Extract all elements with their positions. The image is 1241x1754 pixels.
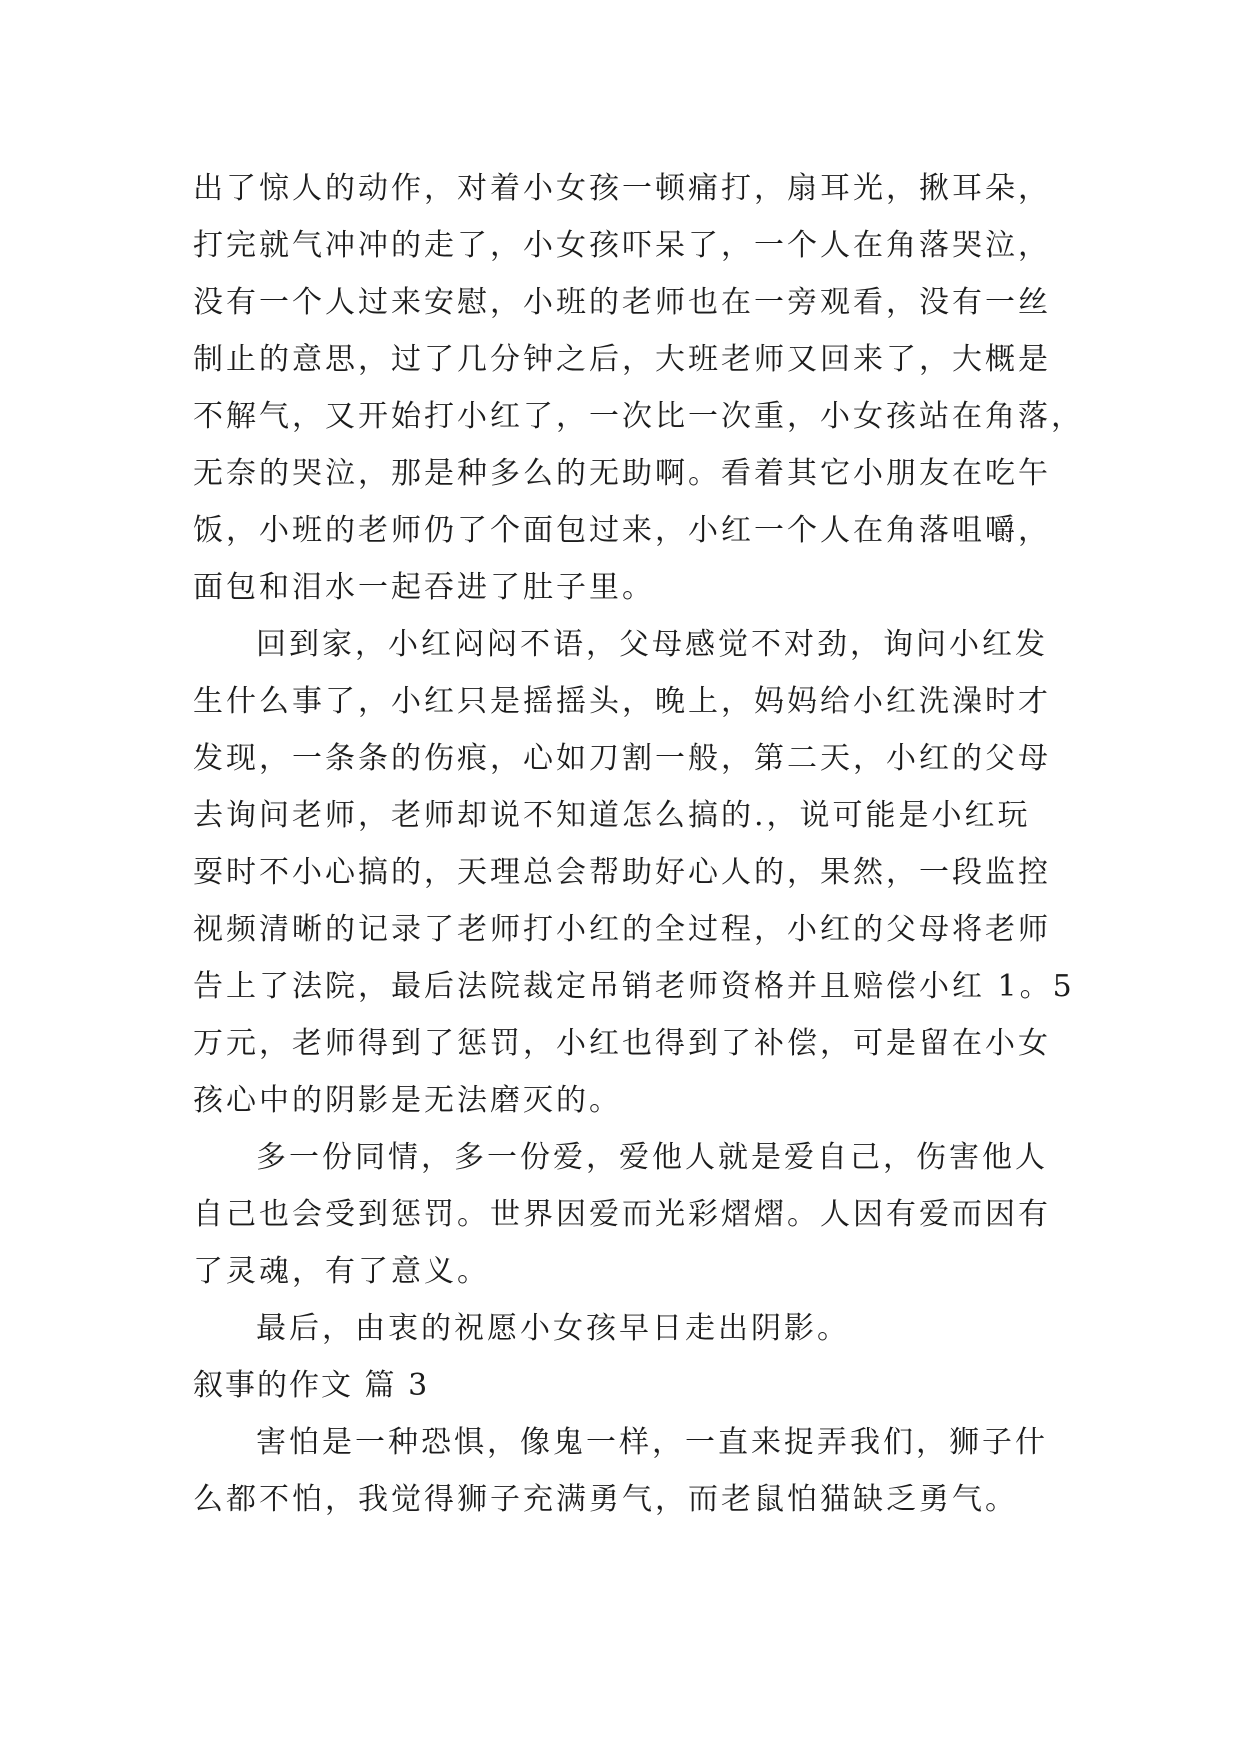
paragraph-line: 万元，老师得到了惩罚，小红也得到了补偿，可是留在小女 (193, 1026, 1051, 1061)
paragraph-line: 发现，一条条的伤痕，心如刀割一般，第二天，小红的父母 (193, 741, 1051, 776)
paragraph-line: 多一份同情，多一份爱，爱他人就是爱自己，伤害他人 (256, 1140, 1048, 1175)
paragraph-line: 去询问老师，老师却说不知道怎么搞的.，说可能是小红玩 (193, 798, 1031, 833)
paragraph-line: 视频清晰的记录了老师打小红的全过程，小红的父母将老师 (193, 912, 1051, 947)
paragraph-line: 么都不怕，我觉得狮子充满勇气，而老鼠怕猫缺乏勇气。 (193, 1482, 1018, 1517)
paragraph-line: 面包和泪水一起吞进了肚子里。 (193, 570, 655, 605)
paragraph-line: 无奈的哭泣，那是种多么的无助啊。看着其它小朋友在吃午 (193, 456, 1051, 491)
paragraph-line: 耍时不小心搞的，天理总会帮助好心人的，果然，一段监控 (193, 855, 1051, 890)
paragraph-line: 害怕是一种恐惧，像鬼一样，一直来捉弄我们，狮子什 (256, 1425, 1048, 1460)
paragraph-line: 饭，小班的老师仍了个面包过来，小红一个人在角落咀嚼， (193, 513, 1051, 548)
paragraph-line: 出了惊人的动作，对着小女孩一顿痛打，扇耳光，揪耳朵， (193, 171, 1051, 206)
paragraph-line: 自己也会受到惩罚。世界因爱而光彩熠熠。人因有爱而因有 (193, 1197, 1051, 1232)
paragraph-line: 打完就气冲冲的走了，小女孩吓呆了，一个人在角落哭泣， (193, 228, 1051, 263)
paragraph-line: 了灵魂，有了意义。 (193, 1254, 490, 1289)
paragraph-line: 不解气，又开始打小红了，一次比一次重，小女孩站在角落， (193, 399, 1084, 434)
paragraph-line: 没有一个人过来安慰，小班的老师也在一旁观看，没有一丝 (193, 285, 1051, 320)
paragraph-line: 制止的意思，过了几分钟之后，大班老师又回来了，大概是 (193, 342, 1051, 377)
document-body (193, 160, 1084, 1528)
paragraph-line: 孩心中的阴影是无法磨灭的。 (193, 1083, 622, 1118)
paragraph-line: 最后，由衷的祝愿小女孩早日走出阴影。 (256, 1311, 850, 1346)
paragraph-line: 告上了法院，最后法院裁定吊销老师资格并且赔偿小红 1。5 (193, 969, 1075, 1004)
section-heading: 叙事的作文 篇 3 (193, 1368, 430, 1403)
paragraph-line: 生什么事了，小红只是摇摇头，晚上，妈妈给小红洗澡时才 (193, 684, 1051, 719)
paragraph-line: 回到家，小红闷闷不语，父母感觉不对劲，询问小红发 (256, 627, 1048, 662)
